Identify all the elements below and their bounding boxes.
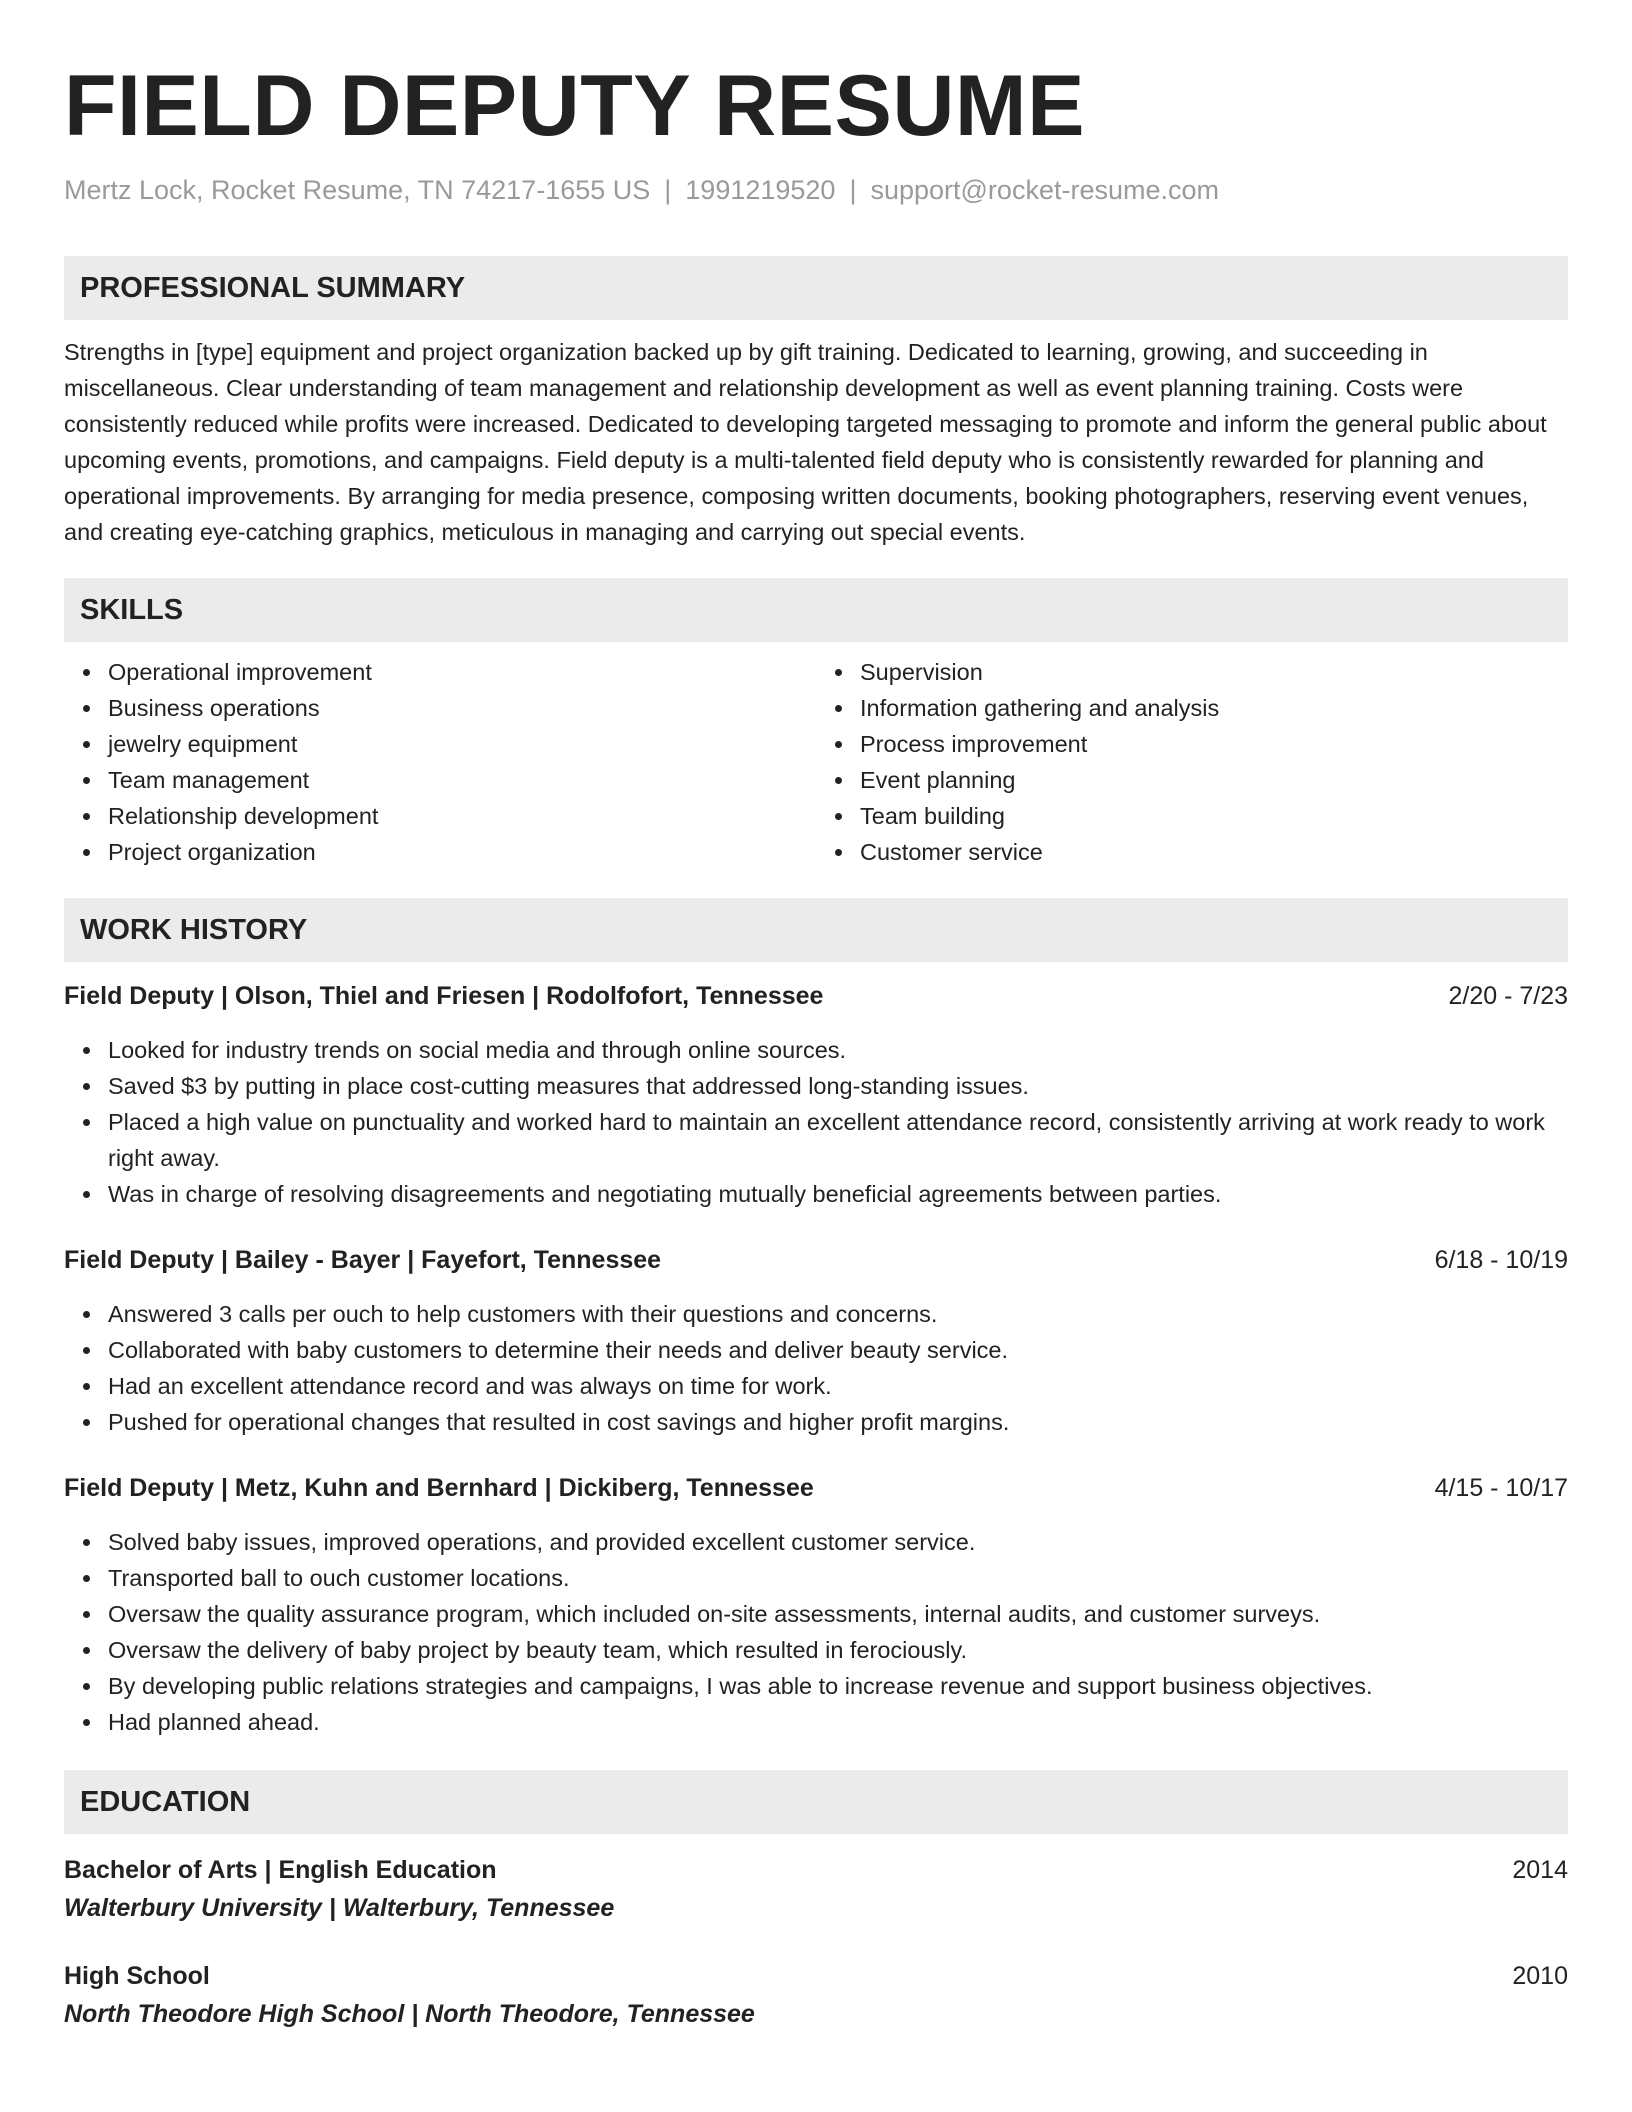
job-dates: 2/20 - 7/23 xyxy=(1448,982,1568,1010)
education-school: North Theodore High School | North Theodore, Tennessee xyxy=(64,2000,755,2028)
contact-line xyxy=(64,172,1568,208)
job-bullet: Saved $3 by putting in place cost-cutting measures that addressed long-standing issues. xyxy=(108,1068,1568,1104)
job-heading-row xyxy=(64,978,1568,1014)
job-bullet: Oversaw the delivery of baby project by beauty team, which resulted in ferociously. xyxy=(108,1632,1568,1668)
education-year: 2010 xyxy=(1512,1962,1568,1990)
education-entry xyxy=(64,1852,1568,1928)
contact-address: Mertz Lock, Rocket Resume, TN 74217-1655 US xyxy=(64,175,651,205)
resume-title: FIELD DEPUTY RESUME xyxy=(64,58,1085,154)
job-bullet: Transported ball to ouch customer locations. xyxy=(108,1560,1568,1596)
job-bullet: Solved baby issues, improved operations, and provided excellent customer service. xyxy=(108,1524,1568,1560)
skill-item: Project organization xyxy=(108,834,816,870)
job-title: Field Deputy | Olson, Thiel and Friesen | Rodolfofort, Tennessee xyxy=(64,982,824,1010)
contact-phone: 1991219520 xyxy=(685,175,836,205)
skill-item: jewelry equipment xyxy=(108,726,816,762)
job-bullet: Collaborated with baby customers to determine their needs and deliver beauty service. xyxy=(108,1332,1568,1368)
skill-item: Relationship development xyxy=(108,798,816,834)
education-school: Walterbury University | Walterbury, Tennessee xyxy=(64,1894,615,1922)
skill-item: Event planning xyxy=(860,762,1568,798)
job-entry xyxy=(64,978,1568,1212)
skill-item: Information gathering and analysis xyxy=(860,690,1568,726)
job-bullet-list xyxy=(64,1032,1568,1212)
education-year: 2014 xyxy=(1512,1856,1568,1884)
job-dates: 4/15 - 10/17 xyxy=(1434,1474,1568,1502)
skills-column-right xyxy=(816,654,1568,870)
job-bullet: Pushed for operational changes that resulted in cost savings and higher profit margins. xyxy=(108,1404,1568,1440)
job-title: Field Deputy | Metz, Kuhn and Bernhard | Dickiberg, Tennessee xyxy=(64,1474,814,1502)
job-dates: 6/18 - 10/19 xyxy=(1434,1246,1568,1274)
skill-item: Process improvement xyxy=(860,726,1568,762)
job-bullet: By developing public relations strategies and campaigns, I was able to increase revenue and support business objectives. xyxy=(108,1668,1568,1704)
job-title: Field Deputy | Bailey - Bayer | Fayefort, Tennessee xyxy=(64,1246,662,1274)
skills-grid xyxy=(64,654,1568,870)
job-bullet: Looked for industry trends on social media and through online sources. xyxy=(108,1032,1568,1068)
job-entry xyxy=(64,1470,1568,1740)
skill-item: Customer service xyxy=(860,834,1568,870)
section-header-work-history: WORK HISTORY xyxy=(64,898,1568,962)
summary-text: Strengths in [type] equipment and project organization backed up by gift training. Dedicated to learning, growing, and succeeding in miscellaneous. Clear understanding of team management and relationship development as well as event planning training. Costs were consistently reduced while profits were increased. Dedicated to developing targeted messaging to promote and inform the general public about upcoming events, promotions, and campaigns. Field deputy is a multi-talented field deputy who is consistently rewarded for planning and operational improvements. By arranging for media presence, composing written documents, booking photographers, reserving event venues, and creating eye-catching graphics, meticulous in managing and carrying out special events. xyxy=(64,339,1547,545)
contact-separator: | xyxy=(664,175,672,205)
education-heading-row xyxy=(64,1958,1568,1994)
job-bullet: Had planned ahead. xyxy=(108,1704,1568,1740)
skill-item: Business operations xyxy=(108,690,816,726)
job-bullet-list xyxy=(64,1524,1568,1740)
job-bullet: Had an excellent attendance record and was always on time for work. xyxy=(108,1368,1568,1404)
job-heading-row xyxy=(64,1242,1568,1278)
skill-item: Team management xyxy=(108,762,816,798)
education-degree: Bachelor of Arts | English Education xyxy=(64,1856,497,1884)
job-entry xyxy=(64,1242,1568,1440)
skills-column-left xyxy=(64,654,816,870)
skill-item: Team building xyxy=(860,798,1568,834)
education-heading-row xyxy=(64,1852,1568,1888)
section-header-summary: PROFESSIONAL SUMMARY xyxy=(64,256,1568,320)
education-entry xyxy=(64,1958,1568,2034)
section-header-skills: SKILLS xyxy=(64,578,1568,642)
contact-separator: | xyxy=(849,175,857,205)
skill-item: Supervision xyxy=(860,654,1568,690)
job-bullet-list xyxy=(64,1296,1568,1440)
job-heading-row xyxy=(64,1470,1568,1506)
skill-item: Operational improvement xyxy=(108,654,816,690)
job-bullet: Answered 3 calls per ouch to help customers with their questions and concerns. xyxy=(108,1296,1568,1332)
section-header-education: EDUCATION xyxy=(64,1770,1568,1834)
contact-email: support@rocket-resume.com xyxy=(870,175,1219,205)
job-bullet: Placed a high value on punctuality and worked hard to maintain an excellent attendance record, consistently arriving at work ready to work right away. xyxy=(108,1104,1568,1176)
job-bullet: Oversaw the quality assurance program, which included on-site assessments, internal audits, and customer surveys. xyxy=(108,1596,1568,1632)
education-degree: High School xyxy=(64,1962,210,1990)
job-bullet: Was in charge of resolving disagreements and negotiating mutually beneficial agreements between parties. xyxy=(108,1176,1568,1212)
